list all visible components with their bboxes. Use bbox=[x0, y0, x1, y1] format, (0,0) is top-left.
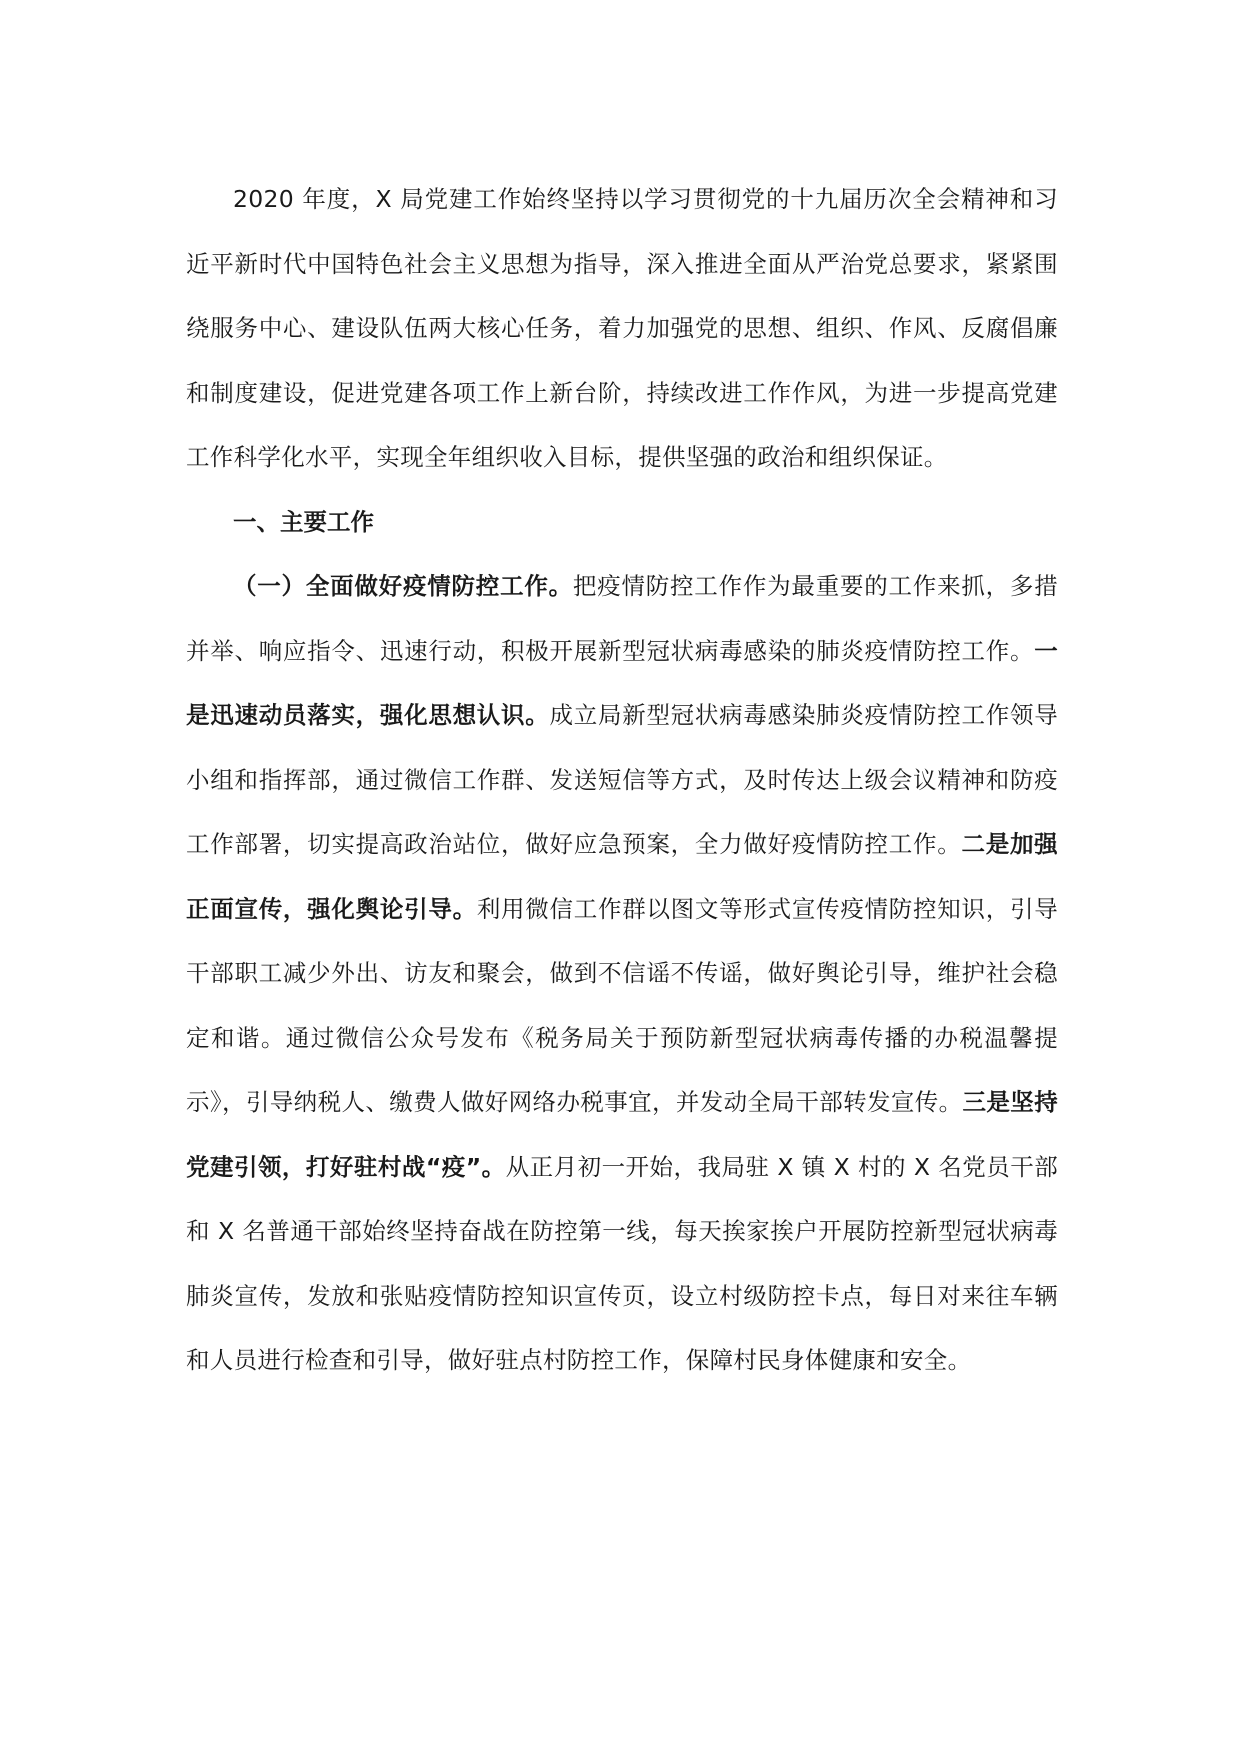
item1-bold1: 一是迅速动员落实，强化思想认识。 bbox=[186, 636, 1058, 729]
intro-paragraph: 2020 年度，X 局党建工作始终坚持以学习贯彻党的十九届历次全会精神和习近平新时代中国特色社会主义思想为指导，深入推进全面从严治党总要求，紧紧围绕服务中心、建设队伍两大核心任务，着力加强党的思想、组织、作风、反腐倡廉和制度建设，促进党建各项工作上新台阶，持续改进工作作风，为进一步提高党建工作科学化水平，实现全年组织收入目标，提供坚强的政治和组织保证。 bbox=[186, 185, 1058, 471]
document-body bbox=[186, 167, 1058, 1393]
item1-text4: 从正月初一开始，我局驻 X 镇 X 村的 X 名党员干部和 X 名普通干部始终坚持奋战在防控第一线，每天挨家挨户开展防控新型冠状病毒肺炎宣传，发放和张贴疫情防控知识宣传页，设立村级防控卡点，每日对来往车辆和人员进行检查和引导，做好驻点村防控工作，保障村民身体健康和安全。 bbox=[186, 1152, 1059, 1374]
item1-paragraph bbox=[186, 554, 1058, 1393]
item1-bold2: 二是加强正面宣传，强化舆论引导。 bbox=[186, 830, 1058, 923]
item1-text3: 利用微信工作群以图文等形式宣传疫情防控知识，引导干部职工减少外出、访友和聚会，做到不信谣不传谣，做好舆论引导，维护社会稳定和谐。通过微信公众号发布《税务局关于预防新型冠状病毒传播的办税温馨提示》，引导纳税人、缴费人做好网络办税事宜，并发动全局干部转发宣传。 bbox=[186, 894, 1058, 1116]
item1-title: （一）全面做好疫情防控工作。 bbox=[233, 572, 573, 600]
item1-bold3: 三是坚持党建引领，打好驻村战“疫”。 bbox=[186, 1088, 1058, 1181]
item1-text1: 把疫情防控工作作为最重要的工作来抓，多措并举、响应指令、迅速行动，积极开展新型冠状病毒感染的肺炎疫情防控工作。 bbox=[186, 572, 1059, 665]
item1-text2: 成立局新型冠状病毒感染肺炎疫情防控工作领导小组和指挥部，通过微信工作群、发送短信等方式，及时传达上级会议精神和防疫工作部署，切实提高政治站位，做好应急预案，全力做好疫情防控工作。 bbox=[186, 701, 1058, 858]
section-heading: 一、主要工作 bbox=[233, 507, 374, 536]
